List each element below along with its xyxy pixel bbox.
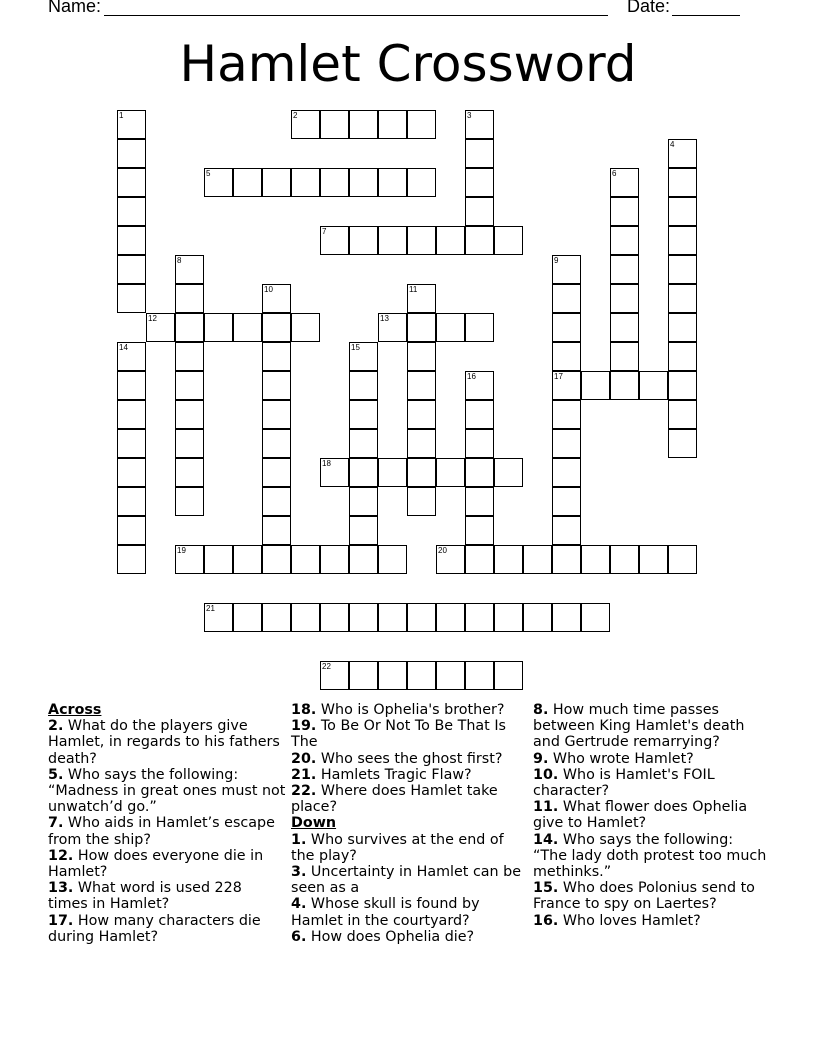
grid-cell[interactable] — [349, 516, 378, 545]
down-clue — [533, 832, 771, 881]
grid-cell[interactable] — [552, 342, 581, 371]
grid-cell[interactable] — [117, 139, 146, 168]
grid-cell[interactable] — [291, 603, 320, 632]
grid-cell[interactable] — [639, 545, 668, 574]
clue-number: 1. — [291, 831, 307, 848]
down-clue — [533, 702, 771, 751]
grid-cell[interactable] — [320, 603, 349, 632]
clues-column-1 — [48, 702, 286, 945]
grid-cell[interactable] — [349, 603, 378, 632]
grid-cell[interactable] — [262, 603, 291, 632]
clue-text: Whose skull is found by Hamlet in the courtyard? — [291, 896, 480, 929]
grid-cell[interactable] — [262, 429, 291, 458]
grid-cell[interactable] — [465, 371, 494, 400]
grid-cell[interactable] — [668, 284, 697, 313]
down-clue — [533, 767, 771, 799]
grid-cell[interactable] — [407, 429, 436, 458]
clue-number: 1 — [119, 111, 124, 120]
grid-cell[interactable] — [436, 313, 465, 342]
grid-cell[interactable] — [610, 168, 639, 197]
grid-cell[interactable] — [378, 603, 407, 632]
clue-number: 5. — [48, 766, 64, 783]
clue-text: What flower does Ophelia give to Hamlet? — [533, 799, 748, 832]
grid-cell[interactable] — [494, 458, 523, 487]
clue-number: 5 — [206, 169, 211, 178]
grid-cell[interactable] — [117, 429, 146, 458]
grid-cell[interactable] — [378, 458, 407, 487]
page-title: Hamlet Crossword — [179, 35, 637, 93]
grid-cell[interactable] — [146, 313, 175, 342]
grid-cell[interactable] — [175, 400, 204, 429]
grid-cell[interactable] — [175, 255, 204, 284]
grid-cell[interactable] — [407, 226, 436, 255]
down-clue — [533, 799, 771, 831]
grid-cell[interactable] — [465, 603, 494, 632]
clue-number: 11. — [533, 799, 559, 816]
grid-cell[interactable] — [668, 197, 697, 226]
grid-cell[interactable] — [668, 342, 697, 371]
down-clue-list — [291, 832, 529, 945]
grid-cell[interactable] — [117, 255, 146, 284]
grid-cell[interactable] — [407, 284, 436, 313]
grid-cell[interactable] — [175, 342, 204, 371]
grid-cell[interactable] — [465, 516, 494, 545]
grid-cell[interactable] — [465, 168, 494, 197]
grid-cell[interactable] — [407, 110, 436, 139]
grid-cell[interactable] — [291, 110, 320, 139]
down-clue — [533, 751, 771, 767]
grid-cell[interactable] — [610, 342, 639, 371]
grid-cell[interactable] — [262, 458, 291, 487]
grid-cell[interactable] — [349, 545, 378, 574]
grid-cell[interactable] — [117, 168, 146, 197]
grid-cell[interactable] — [349, 429, 378, 458]
grid-cell[interactable] — [610, 371, 639, 400]
clue-number: 2 — [293, 111, 298, 120]
grid-cell[interactable] — [465, 458, 494, 487]
grid-cell[interactable] — [117, 516, 146, 545]
down-clue — [533, 880, 771, 912]
grid-cell[interactable] — [610, 255, 639, 284]
grid-cell[interactable] — [262, 168, 291, 197]
grid-cell[interactable] — [378, 661, 407, 690]
down-clue — [291, 832, 529, 864]
clue-number: 19. — [291, 718, 317, 735]
grid-cell[interactable] — [668, 429, 697, 458]
clue-text: To Be Or Not To Be That Is The — [291, 718, 506, 751]
grid-cell[interactable] — [465, 545, 494, 574]
across-clue — [48, 848, 286, 880]
grid-cell[interactable] — [117, 226, 146, 255]
clue-number: 3. — [291, 864, 307, 881]
grid-cell[interactable] — [610, 545, 639, 574]
grid-cell[interactable] — [465, 313, 494, 342]
clue-number: 13. — [48, 880, 74, 897]
grid-cell[interactable] — [494, 545, 523, 574]
grid-cell[interactable] — [494, 661, 523, 690]
clue-number: 13 — [380, 314, 389, 323]
clue-number: 19 — [177, 546, 186, 555]
grid-cell[interactable] — [349, 400, 378, 429]
clue-number: 3 — [467, 111, 472, 120]
grid-cell[interactable] — [610, 313, 639, 342]
grid-cell[interactable] — [668, 313, 697, 342]
grid-cell[interactable] — [668, 139, 697, 168]
grid-cell[interactable] — [378, 226, 407, 255]
grid-cell[interactable] — [320, 458, 349, 487]
grid-cell[interactable] — [465, 110, 494, 139]
clue-number: 12 — [148, 314, 157, 323]
grid-cell[interactable] — [407, 487, 436, 516]
clue-number: 2. — [48, 718, 64, 735]
clue-number: 20. — [291, 750, 317, 767]
clue-number: 4. — [291, 896, 307, 913]
grid-cell[interactable] — [465, 139, 494, 168]
clue-number: 18. — [291, 702, 317, 718]
across-clue-list-continued — [291, 702, 529, 815]
grid-cell[interactable] — [349, 168, 378, 197]
grid-cell[interactable] — [668, 545, 697, 574]
grid-cell[interactable] — [436, 226, 465, 255]
grid-cell[interactable] — [581, 603, 610, 632]
grid-cell[interactable] — [552, 371, 581, 400]
grid-cell[interactable] — [175, 429, 204, 458]
grid-cell[interactable] — [436, 661, 465, 690]
grid-cell[interactable] — [117, 458, 146, 487]
across-clue — [48, 815, 286, 847]
down-clue — [291, 896, 529, 928]
across-clue — [291, 767, 529, 783]
clue-text: How does Ophelia die? — [306, 928, 475, 945]
clue-number: 8 — [177, 256, 182, 265]
date-label: Date: — [627, 0, 671, 16]
across-clue — [48, 767, 286, 816]
grid-cell[interactable] — [117, 400, 146, 429]
grid-cell[interactable] — [436, 458, 465, 487]
grid-cell[interactable] — [291, 545, 320, 574]
clue-text: How much time passes between King Hamlet's death and Gertrude remarrying? — [533, 702, 745, 751]
clue-number: 20 — [438, 546, 447, 555]
grid-cell[interactable] — [378, 313, 407, 342]
clue-text: Who wrote Hamlet? — [548, 750, 694, 767]
grid-cell[interactable] — [233, 603, 262, 632]
clue-number: 16 — [467, 372, 476, 381]
clue-number: 18 — [322, 459, 331, 468]
down-clue-list-continued — [533, 702, 771, 929]
grid-cell[interactable] — [320, 661, 349, 690]
clue-number: 11 — [409, 285, 418, 294]
grid-cell[interactable] — [407, 313, 436, 342]
clue-number: 4 — [670, 140, 675, 149]
grid-cell[interactable] — [320, 545, 349, 574]
grid-cell[interactable] — [175, 313, 204, 342]
clue-number: 7 — [322, 227, 327, 236]
across-clue — [291, 702, 529, 718]
clue-number: 9 — [554, 256, 559, 265]
clues-column-3 — [533, 702, 771, 929]
grid-cell[interactable] — [291, 313, 320, 342]
clue-text: Who loves Hamlet? — [558, 912, 701, 929]
across-clue — [291, 783, 529, 815]
grid-cell[interactable] — [233, 313, 262, 342]
clue-text: Uncertainty in Hamlet can be seen as a — [291, 864, 522, 897]
grid-cell[interactable] — [262, 487, 291, 516]
down-heading: Down — [291, 815, 337, 832]
grid-cell[interactable] — [581, 371, 610, 400]
grid-cell[interactable] — [668, 400, 697, 429]
clue-number: 21. — [291, 766, 317, 783]
clue-number: 10 — [264, 285, 273, 294]
grid-cell[interactable] — [349, 661, 378, 690]
clue-text: Who is Ophelia's brother? — [316, 702, 505, 718]
grid-cell[interactable] — [378, 168, 407, 197]
clue-number: 8. — [533, 702, 549, 718]
grid-cell[interactable] — [117, 110, 146, 139]
grid-cell[interactable] — [117, 197, 146, 226]
grid-cell[interactable] — [204, 168, 233, 197]
grid-cell[interactable] — [291, 168, 320, 197]
grid-cell[interactable] — [349, 110, 378, 139]
grid-cell[interactable] — [668, 255, 697, 284]
grid-cell[interactable] — [436, 603, 465, 632]
grid-cell[interactable] — [494, 226, 523, 255]
grid-cell[interactable] — [175, 458, 204, 487]
grid-cell[interactable] — [204, 603, 233, 632]
clue-text: Who survives at the end of the play? — [291, 831, 504, 864]
clue-number: 14. — [533, 831, 559, 848]
grid-cell[interactable] — [552, 313, 581, 342]
grid-cell[interactable] — [552, 516, 581, 545]
grid-cell[interactable] — [610, 226, 639, 255]
grid-cell[interactable] — [668, 371, 697, 400]
grid-cell[interactable] — [465, 429, 494, 458]
grid-cell[interactable] — [320, 168, 349, 197]
grid-cell[interactable] — [117, 342, 146, 371]
grid-cell[interactable] — [407, 168, 436, 197]
grid-cell[interactable] — [552, 400, 581, 429]
clue-number: 6 — [612, 169, 617, 178]
clue-number: 15. — [533, 880, 559, 897]
grid-cell[interactable] — [262, 284, 291, 313]
grid-cell[interactable] — [552, 255, 581, 284]
grid-cell[interactable] — [552, 487, 581, 516]
grid-cell[interactable] — [117, 284, 146, 313]
grid-cell[interactable] — [465, 661, 494, 690]
clue-text: Who aids in Hamlet’s escape from the ship? — [48, 815, 275, 848]
grid-cell[interactable] — [175, 284, 204, 313]
clue-number: 12. — [48, 847, 74, 864]
clue-number: 9. — [533, 750, 549, 767]
grid-cell[interactable] — [349, 371, 378, 400]
clue-number: 22. — [291, 783, 317, 800]
clue-text: What do the players give Hamlet, in regards to his fathers death? — [48, 718, 280, 767]
grid-cell[interactable] — [407, 603, 436, 632]
clue-text: Hamlets Tragic Flaw? — [316, 766, 472, 783]
clue-number: 22 — [322, 662, 331, 671]
clue-number: 10. — [533, 766, 559, 783]
grid-cell[interactable] — [465, 487, 494, 516]
grid-cell[interactable] — [204, 545, 233, 574]
name-label: Name: — [48, 0, 102, 16]
clue-text: Who is Hamlet's FOIL character? — [533, 766, 715, 800]
clue-number: 16. — [533, 912, 559, 929]
clue-number: 6. — [291, 928, 307, 945]
grid-cell[interactable] — [262, 400, 291, 429]
clue-number: 7. — [48, 815, 64, 832]
grid-cell[interactable] — [117, 487, 146, 516]
grid-cell[interactable] — [349, 487, 378, 516]
grid-cell[interactable] — [175, 371, 204, 400]
grid-cell[interactable] — [610, 197, 639, 226]
clue-number: 17. — [48, 912, 74, 929]
grid-cell[interactable] — [349, 342, 378, 371]
grid-cell[interactable] — [262, 545, 291, 574]
grid-cell[interactable] — [262, 342, 291, 371]
grid-cell[interactable] — [175, 545, 204, 574]
grid-cell[interactable] — [668, 168, 697, 197]
clue-text: Who does Polonius send to France to spy on Laertes? — [533, 880, 755, 913]
grid-cell[interactable] — [349, 226, 378, 255]
grid-cell[interactable] — [407, 400, 436, 429]
grid-cell[interactable] — [552, 545, 581, 574]
grid-cell[interactable] — [523, 603, 552, 632]
clue-number: 14 — [119, 343, 128, 352]
grid-cell[interactable] — [436, 545, 465, 574]
across-clue — [48, 718, 286, 767]
grid-cell[interactable] — [407, 342, 436, 371]
grid-cell[interactable] — [262, 371, 291, 400]
clue-text: What word is used 228 times in Hamlet? — [48, 880, 242, 913]
grid-cell[interactable] — [378, 545, 407, 574]
clue-text: Who says the following: “The lady doth protest too much methinks.” — [533, 831, 767, 881]
grid-cell[interactable] — [262, 313, 291, 342]
across-clue — [48, 880, 286, 912]
grid-cell[interactable] — [407, 371, 436, 400]
grid-cell[interactable] — [117, 371, 146, 400]
grid-cell[interactable] — [639, 371, 668, 400]
clues-column-2 — [291, 702, 529, 945]
down-clue — [291, 929, 529, 945]
grid-cell[interactable] — [175, 487, 204, 516]
grid-cell[interactable] — [552, 603, 581, 632]
grid-cell[interactable] — [494, 603, 523, 632]
grid-cell[interactable] — [117, 545, 146, 574]
grid-cell[interactable] — [610, 284, 639, 313]
grid-cell[interactable] — [523, 545, 552, 574]
grid-cell[interactable] — [233, 545, 262, 574]
clue-text: How many characters die during Hamlet? — [48, 912, 261, 945]
grid-cell[interactable] — [552, 458, 581, 487]
grid-cell[interactable] — [378, 110, 407, 139]
clue-number: 17 — [554, 372, 563, 381]
grid-cell[interactable] — [262, 516, 291, 545]
clue-text: Where does Hamlet take place? — [291, 783, 498, 816]
grid-cell[interactable] — [204, 313, 233, 342]
clue-number: 21 — [206, 604, 215, 613]
grid-cell[interactable] — [552, 429, 581, 458]
grid-cell[interactable] — [465, 400, 494, 429]
grid-cell[interactable] — [407, 458, 436, 487]
grid-cell[interactable] — [581, 545, 610, 574]
grid-cell[interactable] — [320, 110, 349, 139]
grid-cell[interactable] — [233, 168, 262, 197]
across-clue — [291, 718, 529, 750]
clue-text: Who says the following: “Madness in great ones must not unwatch’d go.” — [48, 766, 286, 816]
down-clue — [533, 913, 771, 929]
across-clue — [291, 751, 529, 767]
grid-cell[interactable] — [320, 226, 349, 255]
grid-cell[interactable] — [668, 226, 697, 255]
grid-cell[interactable] — [407, 661, 436, 690]
across-heading: Across — [48, 702, 102, 718]
clue-text: Who sees the ghost first? — [316, 750, 503, 767]
grid-cell[interactable] — [552, 284, 581, 313]
grid-cell[interactable] — [349, 458, 378, 487]
down-clue — [291, 864, 529, 896]
grid-cell[interactable] — [465, 197, 494, 226]
clue-text: How does everyone die in Hamlet? — [48, 847, 264, 881]
across-clue — [48, 913, 286, 945]
grid-cell[interactable] — [465, 226, 494, 255]
clue-number: 15 — [351, 343, 360, 352]
across-clue-list — [48, 718, 286, 945]
